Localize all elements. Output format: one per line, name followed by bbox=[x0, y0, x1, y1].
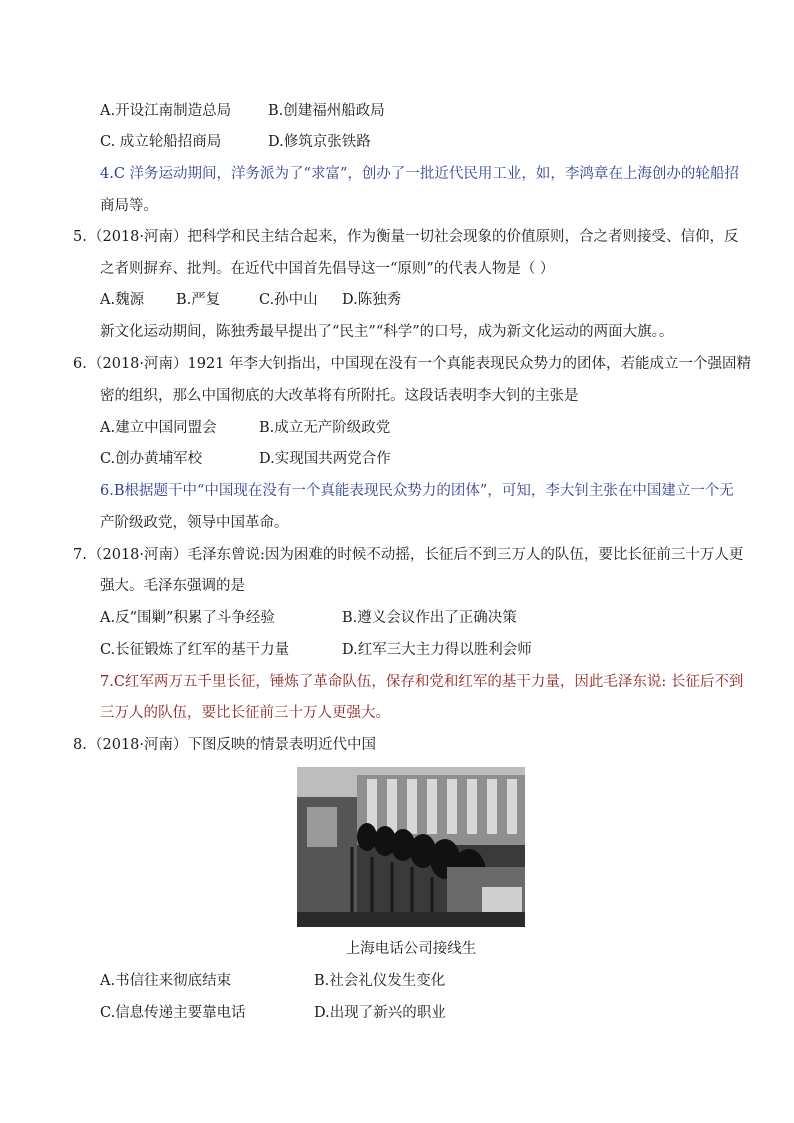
q4-answer-line-1: 4.C 洋务运动期间，洋务派为了“求富”，创办了一批近代民用工业，如，李鸿章在上海创办的轮船招 bbox=[100, 166, 739, 182]
q5-option-a: A.魏源 bbox=[100, 292, 145, 308]
q6-answer-line-1: 6.B根据题干中“中国现在没有一个真能表现民众势力的团体”，可知，李大钊主张在中国建立一个无 bbox=[100, 483, 734, 499]
q6-answer-line-2: 产阶级政党，领导中国革命。 bbox=[100, 515, 289, 531]
q4-option-a: A.开设江南制造总局 bbox=[100, 103, 232, 119]
q5-option-d: D.陈独秀 bbox=[342, 292, 402, 308]
q7-option-c: C.长征锻炼了红军的基干力量 bbox=[100, 642, 290, 658]
q7-answer-line-1: 7.C红军两万五千里长征，锤炼了革命队伍，保存和党和红军的基干力量，因此毛泽东说: 长征后不到 bbox=[100, 674, 744, 690]
q6-option-d: D.实现国共两党合作 bbox=[259, 451, 391, 467]
q6-number: 6. bbox=[73, 356, 87, 372]
q5-stem-line-2: 之者则摒弃、批判。在近代中国首先倡导这一“原则”的代表人物是（ ） bbox=[100, 261, 555, 277]
q8-option-b: B.社会礼仪发生变化 bbox=[314, 973, 446, 989]
q8-number: 8. bbox=[73, 737, 87, 753]
q6-stem-line-1: （2018·河南）1921 年李大钊指出，中国现在没有一个真能表现民众势力的团体，若能成立一个强固精 bbox=[88, 356, 752, 372]
q8-stem-line-1: （2018·河南）下图反映的情景表明近代中国 bbox=[88, 737, 377, 753]
telephone-operators-photo bbox=[297, 767, 525, 927]
q4-option-c: C. 成立轮船招商局 bbox=[100, 134, 222, 150]
q8-option-a: A.书信往来彻底结束 bbox=[100, 973, 232, 989]
q6-option-a: A.建立中国同盟会 bbox=[100, 420, 217, 436]
q5-stem-line-1: （2018·河南）把科学和民主结合起来，作为衡量一切社会现象的价值原则，合之者则接受、信仰，反 bbox=[88, 229, 739, 245]
q7-stem-line-2: 强大。毛泽东强调的是 bbox=[100, 578, 245, 594]
q5-answer-line-1: 新文化运动期间，陈独秀最早提出了“民主”“科学”的口号，成为新文化运动的两面大旗。。 bbox=[100, 324, 674, 340]
q8-option-d: D.出现了新兴的职业 bbox=[314, 1005, 446, 1021]
q5-number: 5. bbox=[73, 229, 87, 245]
q5-option-c: C.孙中山 bbox=[259, 292, 318, 308]
photo-caption: 上海电话公司接线生 bbox=[345, 941, 477, 957]
q6-option-b: B.成立无产阶级政党 bbox=[259, 420, 391, 436]
q4-option-b: B.创建福州船政局 bbox=[268, 103, 385, 119]
q7-option-a: A.反“围剿”积累了斗争经验 bbox=[100, 610, 275, 626]
q5-option-b: B.严复 bbox=[176, 292, 221, 308]
q7-number: 7. bbox=[73, 547, 87, 563]
q7-answer-line-2: 三万人的队伍，要比长征前三十万人更强大。 bbox=[100, 705, 390, 721]
q6-stem-line-2: 密的组织，那么中国彻底的大改革将有所附托。这段话表明李大钊的主张是 bbox=[100, 388, 579, 404]
q7-option-d: D.红军三大主力得以胜利会师 bbox=[342, 642, 532, 658]
q6-option-c: C.创办黄埔军校 bbox=[100, 451, 203, 467]
q4-option-d: D.修筑京张铁路 bbox=[268, 134, 371, 150]
q8-option-c: C.信息传递主要靠电话 bbox=[100, 1005, 246, 1021]
q4-answer-line-2: 商局等。 bbox=[100, 198, 158, 214]
q7-stem-line-1: （2018·河南）毛泽东曾说:因为困难的时候不动摇，长征后不到三万人的队伍，要比长征前三十万人更 bbox=[88, 547, 744, 563]
q7-option-b: B.遵义会议作出了正确决策 bbox=[342, 610, 517, 626]
